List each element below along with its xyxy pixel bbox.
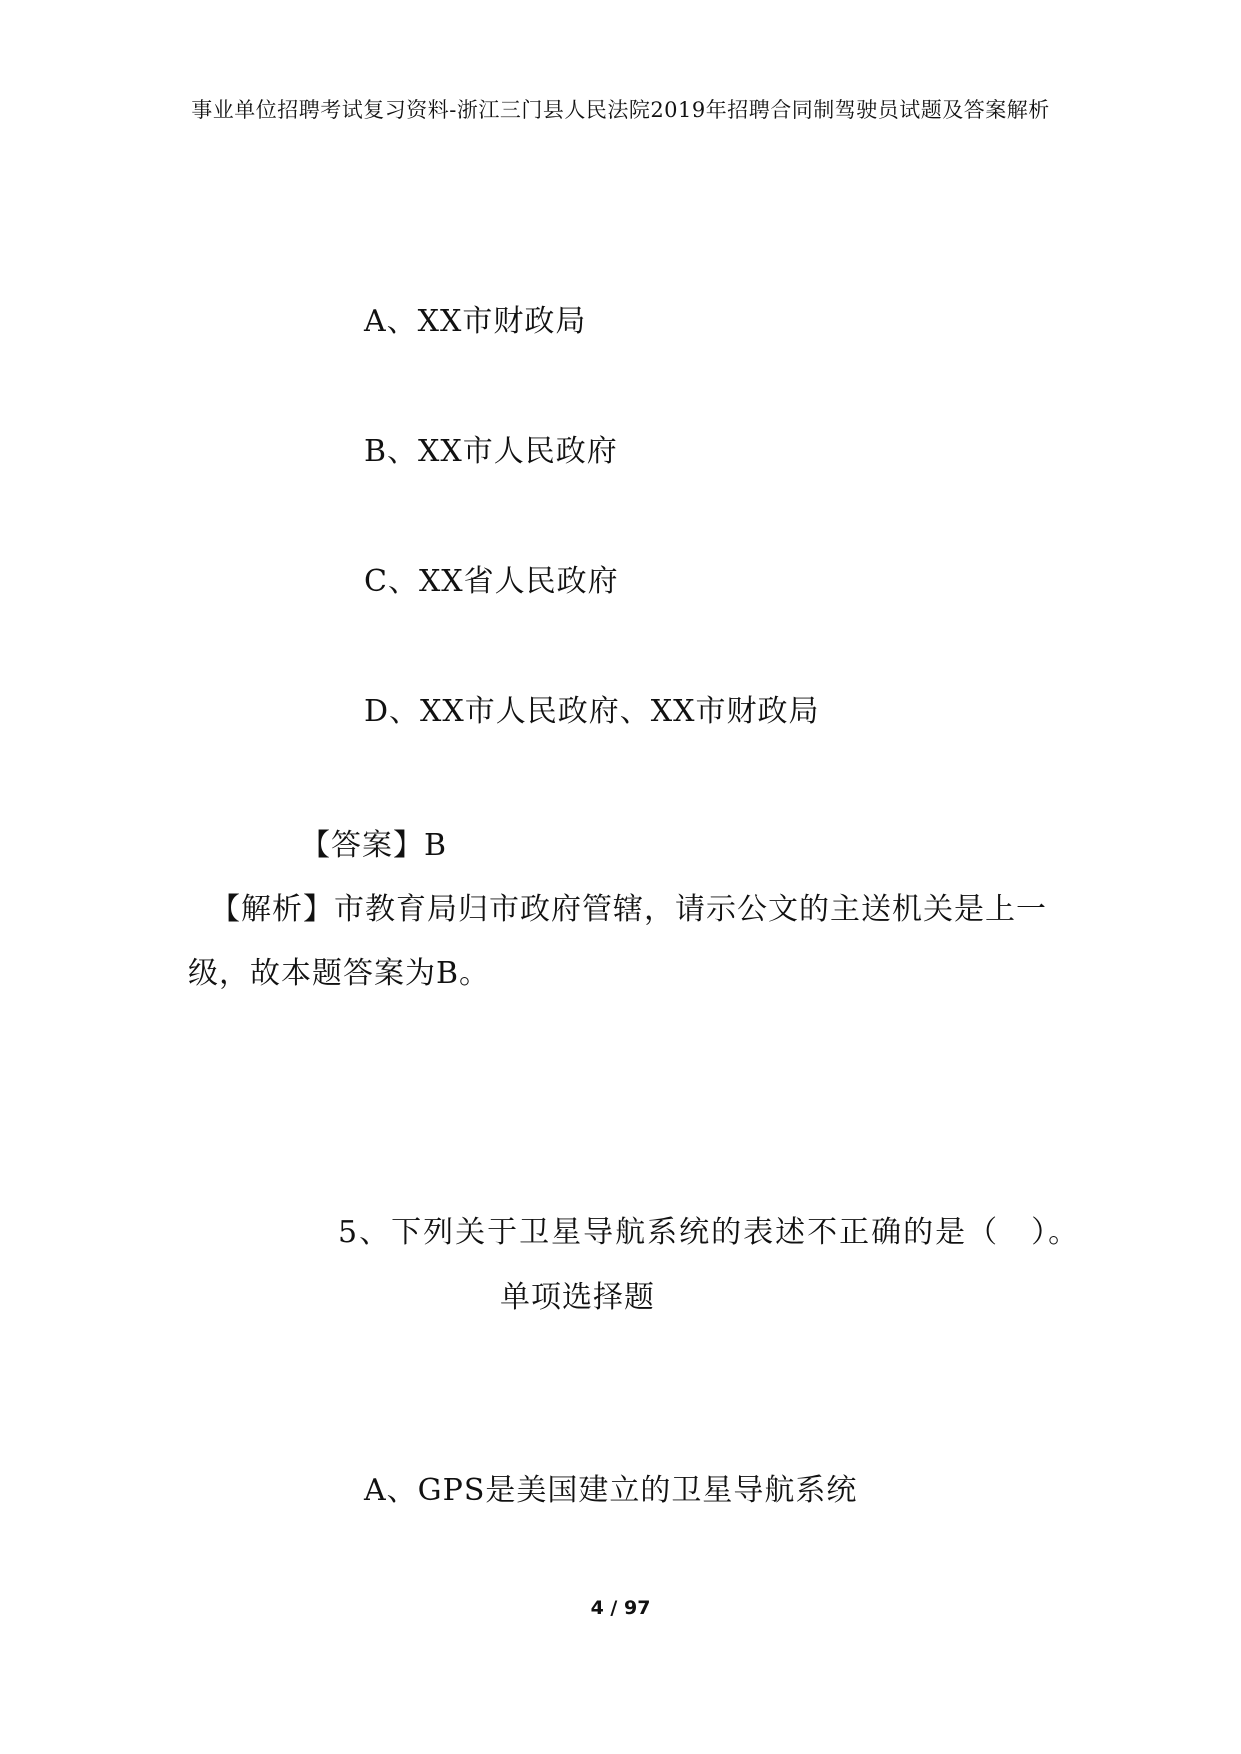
q4-answer: 【答案】B — [300, 828, 448, 863]
document-header: 事业单位招聘考试复习资料-浙江三门县人民法院2019年招聘合同制驾驶员试题及答案解析 — [191, 98, 1050, 122]
q5-stem: 5、下列关于卫星导航系统的表述不正确的是（ ）。 — [338, 1215, 1081, 1250]
q5-type: 单项选择题 — [500, 1280, 655, 1315]
q5-option-a: A、GPS是美国建立的卫星导航系统 — [364, 1473, 858, 1508]
q4-analysis-line-2: 级，故本题答案为B。 — [188, 956, 491, 991]
q4-analysis-line-1: 【解析】市教育局归市政府管辖，请示公文的主送机关是上一 — [210, 892, 1047, 927]
q4-option-d: D、XX市人民政府、XX市财政局 — [364, 694, 820, 729]
page-number: 4 / 97 — [590, 1597, 651, 1619]
q4-option-b: B、XX市人民政府 — [364, 434, 618, 469]
q4-option-a: A、XX市财政局 — [364, 304, 587, 339]
q4-option-c: C、XX省人民政府 — [364, 564, 619, 599]
